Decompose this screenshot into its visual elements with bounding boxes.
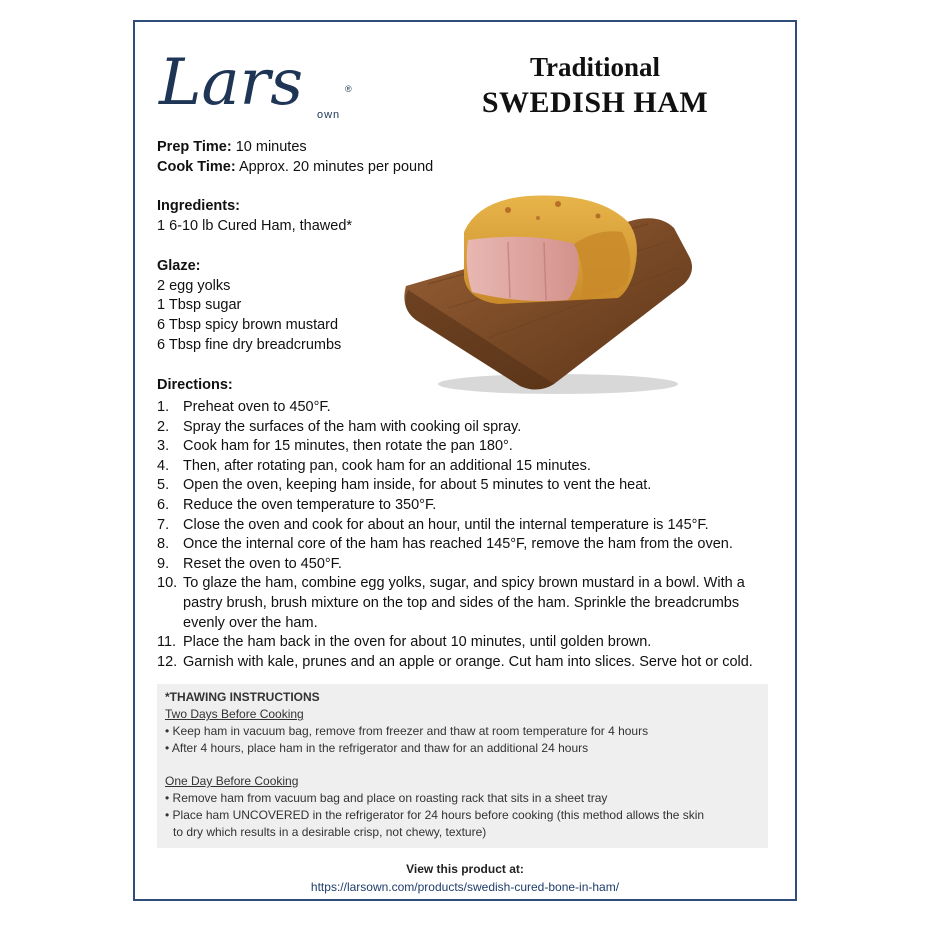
svg-text:®: ® — [345, 84, 352, 94]
direction-step: 4. Then, after rotating pan, cook ham for an additional 15 minutes. — [157, 457, 591, 474]
view-product-label: View this product at: — [406, 862, 524, 876]
thawing-item: • Place ham UNCOVERED in the refrigerator for 24 hours before cooking (this method allows the skin — [165, 808, 705, 822]
direction-step: 1. Preheat oven to 450°F. — [157, 399, 331, 415]
thawing-section-title: Two Days Before Cooking — [165, 707, 304, 721]
direction-step: 5. Open the oven, keeping ham inside, for about 5 minutes to vent the heat. — [157, 477, 652, 494]
direction-step: 6. Reduce the oven temperature to 350°F. — [157, 496, 437, 513]
glaze-item: 6 Tbsp spicy brown mustard — [157, 317, 339, 333]
prep-time: Prep Time: 10 minutes — [157, 139, 307, 155]
direction-step: 11. Place the ham back in the oven for about 10 minutes, until golden brown. — [157, 634, 652, 651]
thawing-item: • Remove ham from vacuum bag and place on roasting rack that sits in a sheet tray — [165, 791, 608, 805]
direction-step: 10. To glaze the ham, combine egg yolks, sugar, and spicy brown mustard in a bowl. With a pastry brush, brush mixture on the top and sides of the ham. Sprinkle the breadcrumbs evenly over the ham. — [157, 575, 745, 631]
direction-step: 7. Close the oven and cook for about an hour, until the internal temperature is 145°F. — [157, 516, 709, 533]
directions-list — [157, 398, 797, 672]
title-line-2: SWEDISH HAM — [481, 86, 709, 119]
direction-step: 2. Spray the surfaces of the ham with cooking oil spray. — [157, 418, 522, 435]
svg-text:own: own — [317, 109, 341, 121]
thawing-item: • Keep ham in vacuum bag, remove from freezer and thaw at room temperature for 4 hours — [165, 724, 649, 738]
glaze-item: 6 Tbsp fine dry breadcrumbs — [157, 337, 342, 353]
thawing-item: • After 4 hours, place ham in the refrigerator and thaw for an additional 24 hours — [165, 741, 589, 755]
ingredients-heading: Ingredients: — [157, 198, 240, 214]
direction-step: 9. Reset the oven to 450°F. — [157, 555, 342, 572]
svg-text:Lars: Lars — [159, 46, 304, 120]
direction-step: 12. Garnish with kale, prunes and an apple or orange. Cut ham into slices. Serve hot or cold. — [157, 653, 753, 670]
lars-own-logo — [157, 42, 367, 122]
ham-photo — [398, 188, 698, 400]
thawing-instructions-box — [157, 684, 768, 848]
direction-step: 8. Once the internal core of the ham has reached 145°F, remove the ham from the oven. — [157, 536, 733, 553]
directions-heading: Directions: — [157, 377, 233, 393]
title-line-1: Traditional — [529, 52, 661, 82]
cook-time: Cook Time: Approx. 20 minutes per pound — [157, 159, 434, 175]
direction-step: 3. Cook ham for 15 minutes, then rotate the pan 180°. — [157, 438, 513, 455]
ingredient-item: 1 6-10 lb Cured Ham, thawed* — [157, 218, 353, 234]
thawing-heading: *THAWING INSTRUCTIONS — [165, 690, 320, 704]
thawing-item: to dry which results in a desirable crisp, not chewy, texture) — [173, 825, 487, 839]
glaze-heading: Glaze: — [157, 258, 201, 274]
thawing-section-title: One Day Before Cooking — [165, 774, 299, 788]
glaze-item: 2 egg yolks — [157, 278, 231, 294]
glaze-item: 1 Tbsp sugar — [157, 297, 242, 313]
product-url-link[interactable]: https://larsown.com/products/swedish-cured-bone-in-ham/ — [310, 880, 620, 894]
